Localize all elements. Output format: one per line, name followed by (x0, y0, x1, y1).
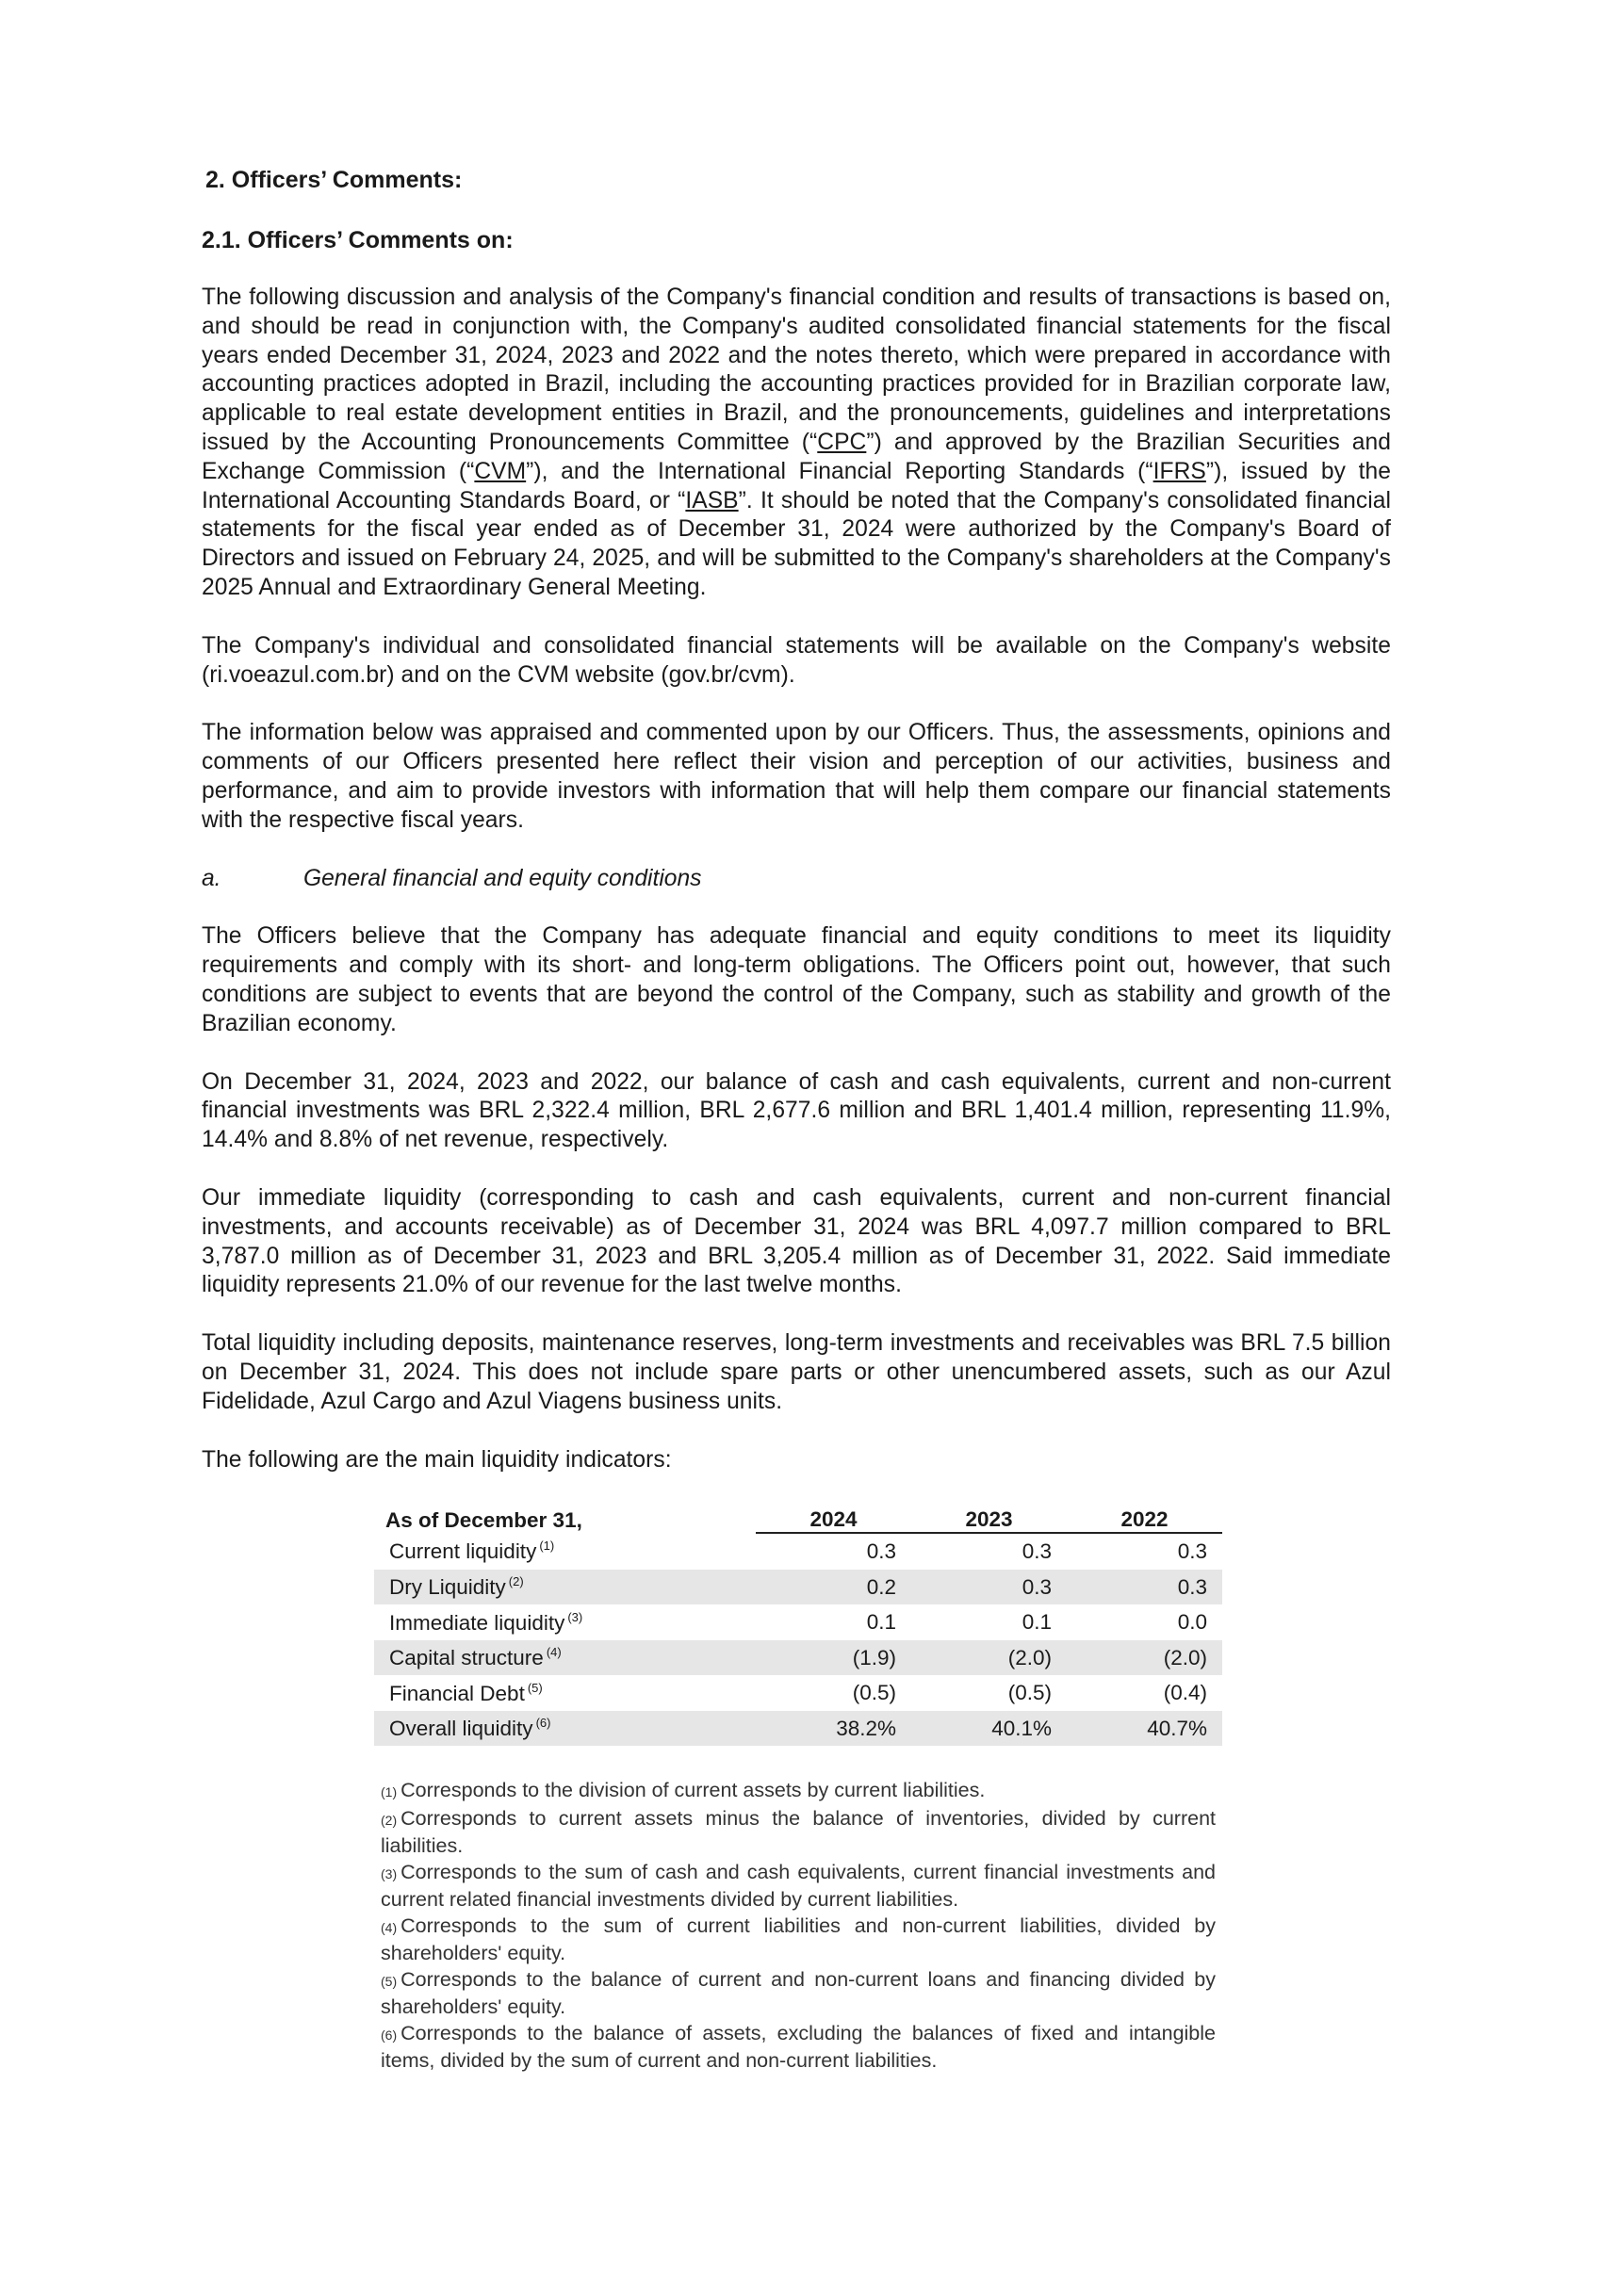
intro-text-3: ”), and the International Financial Reporting Standards (“ (526, 458, 1153, 484)
footnote-mark: (5) (381, 1973, 398, 1989)
table-cell: 0.3 (866, 1539, 896, 1564)
indicators-intro-paragraph: The following are the main liquidity indicators: (202, 1446, 672, 1473)
intro-paragraph (202, 284, 1391, 603)
liquidity-table-container (374, 1502, 1222, 1746)
footnote (381, 1806, 1216, 1860)
table-row (374, 1711, 1222, 1747)
section-a-heading (202, 865, 1391, 894)
footnote-text: Corresponds to the balance of assets, excluding the balances of fixed and intangible items, divided by the sum of current and non-current liabilities. (381, 2021, 1216, 2073)
row-label: Immediate liquidity $^{(3)}$ (389, 1609, 583, 1635)
footnote-mark: (1) (381, 1784, 398, 1800)
table-row (374, 1533, 1222, 1570)
intro-text-4: ”), issued by the International Accounting Standards Board, or “ (202, 458, 1391, 513)
table-row (374, 1675, 1222, 1711)
table-cell: (2.0) (1067, 1640, 1222, 1676)
table-cell: 0.3 (911, 1570, 1067, 1605)
conditions-paragraph: The Officers believe that the Company has adequate financial and equity conditions to meet its liquidity requirements and comply with its short- and long-term obligations. The Officers point out, however, that such conditions are subject to events that are beyond the control of the Company, such as stability and growth of the Brazilian economy. (202, 923, 1391, 1036)
footnote-ref: (1) (539, 1539, 555, 1554)
table-row (374, 1570, 1222, 1605)
footnote-ref: (6) (535, 1716, 551, 1731)
appraisal-paragraph: The information below was appraised and commented upon by our Officers. Thus, the assessments, opinions and comments of our Officers presented here reflect their vision and perception of our activities, business and performance, and aim to provide investors with information that will help them compare our financial statements with the respective fiscal years. (202, 720, 1391, 833)
table-cell: (0.5) (852, 1681, 896, 1705)
footnote-mark: (3) (381, 1865, 398, 1881)
section-heading: 2. Officers’ Comments: (205, 167, 463, 193)
row-label: Capital structure $^{(4)}$ (374, 1640, 756, 1676)
table-header-label: As of December 31, (385, 1508, 582, 1533)
table-cell: 0.1 (1022, 1610, 1052, 1635)
table-cell: 40.1% (911, 1711, 1067, 1747)
row-label: Dry Liquidity $^{(2)}$ (374, 1570, 756, 1605)
footnote (381, 1778, 1216, 1806)
year-header: 2024 (756, 1502, 911, 1533)
footnote (381, 1967, 1216, 2021)
iasb-acronym: IASB (685, 487, 739, 513)
footnote-ref: (4) (546, 1645, 562, 1660)
footnote (381, 2021, 1216, 2075)
table-cell: 0.1 (866, 1610, 896, 1635)
table-footnotes (381, 1778, 1216, 2075)
intro-text-2: ”) and approved by the Brazilian Securities and Exchange Commission (“ (202, 429, 1391, 484)
footnote (381, 1913, 1216, 1967)
liquidity-indicators-table (374, 1502, 1222, 1746)
table-cell: (0.4) (1163, 1681, 1207, 1705)
subsection-heading: 2.1. Officers’ Comments on: (202, 227, 514, 253)
footnote-mark: (6) (381, 2027, 398, 2043)
footnote-text: Corresponds to current assets minus the balance of inventories, divided by current liabilities. (381, 1806, 1216, 1858)
footnote-text: Corresponds to the balance of current and non-current loans and financing divided by shareholders' equity. (381, 1967, 1216, 2019)
row-label: Financial Debt $^{(5)}$ (389, 1680, 543, 1705)
intro-text-1: The following discussion and analysis of the Company's financial condition and results of transactions is based on, and should be read in conjunction with, the Company's audited consolidated financial statements for the fiscal years ended December 31, 2024, 2023 and 2022 and the notes thereto, which were prepared in accordance with accounting practices adopted in Brazil, including the accounting practices provided for in Brazilian corporate law, applicable to real estate development entities in Brazil, and the pronouncements, guidelines and interpretations issued by the Accounting Pronouncements Committee (“ (202, 285, 1391, 455)
row-label: Current liquidity $^{(1)}$ (389, 1539, 555, 1564)
table-cell: 0.3 (1177, 1539, 1207, 1564)
footnote-text: Corresponds to the sum of cash and cash equivalents, current financial investments and current related financial investments divided by current liabilities. (381, 1860, 1216, 1912)
cpc-acronym: CPC (817, 429, 867, 455)
table-cell: (0.5) (1007, 1681, 1052, 1705)
total-liquidity-paragraph: Total liquidity including deposits, maintenance reserves, long-term investments and receivables was BRL 7.5 billion on December 31, 2024. This does not include spare parts or other unencumbered assets, such as our Azul Fidelidade, Azul Cargo and Azul Viagens business units. (202, 1330, 1391, 1414)
table-cell: 0.2 (756, 1570, 911, 1605)
cvm-acronym: CVM (474, 458, 527, 484)
footnote-text: Corresponds to the sum of current liabilities and non-current liabilities, divided by shareholders' equity. (381, 1913, 1216, 1965)
footnote-ref: (3) (567, 1609, 583, 1624)
footnote-ref: (2) (508, 1574, 524, 1589)
year-header: 2023 (911, 1502, 1067, 1533)
cash-balance-paragraph: On December 31, 2024, 2023 and 2022, our balance of cash and cash equivalents, current and non-current financial investments was BRL 2,322.4 million, BRL 2,677.6 million and BRL 1,401.4 million, representing 11.9%, 14.4% and 8.8% of net revenue, respectively. (202, 1068, 1391, 1153)
page-content (202, 166, 1391, 2075)
footnote (381, 1860, 1216, 1913)
table-cell: 38.2% (756, 1711, 911, 1747)
footnote-mark: (4) (381, 1919, 398, 1935)
table-cell: 0.3 (1067, 1570, 1222, 1605)
ifrs-acronym: IFRS (1152, 458, 1206, 484)
table-row (374, 1604, 1222, 1640)
table-cell: (1.9) (756, 1640, 911, 1676)
table-cell: 40.7% (1067, 1711, 1222, 1747)
table-cell: 0.3 (1022, 1539, 1052, 1564)
table-row (374, 1640, 1222, 1676)
immediate-liquidity-paragraph: Our immediate liquidity (corresponding to cash and cash equivalents, current and non-current financial investments, and accounts receivable) as of December 31, 2024 was BRL 4,097.7 million compared to BRL 3,787.0 million as of December 31, 2023 and BRL 3,205.4 million as of December 31, 2022. Said immediate liquidity represents 21.0% of our revenue for the last twelve months. (202, 1184, 1391, 1298)
intro-text-5: ”. It should be noted that the Company's consolidated financial statements for the fiscal year ended as of December 31, 2024 were authorized by the Company's Board of Directors and issued on February 24, 2025, and will be submitted to the Company's shareholders at the Company's 2025 Annual and Extraordinary General Meeting. (202, 487, 1391, 600)
availability-paragraph: The Company's individual and consolidated financial statements will be available on the Company's website (ri.voeazul.com.br) and on the CVM website (gov.br/cvm). (202, 632, 1391, 688)
footnote-ref: (5) (527, 1680, 543, 1695)
section-a-title: General financial and equity conditions (303, 865, 702, 891)
footnote-mark: (2) (381, 1812, 398, 1828)
section-a-letter: a. (202, 865, 221, 891)
footnote-text: Corresponds to the division of current assets by current liabilities. (400, 1779, 986, 1802)
table-header-row (374, 1502, 1222, 1533)
year-header: 2022 (1067, 1502, 1222, 1533)
table-cell: 0.0 (1177, 1610, 1207, 1635)
row-label: Overall liquidity $^{(6)}$ (374, 1711, 756, 1747)
table-cell: (2.0) (911, 1640, 1067, 1676)
